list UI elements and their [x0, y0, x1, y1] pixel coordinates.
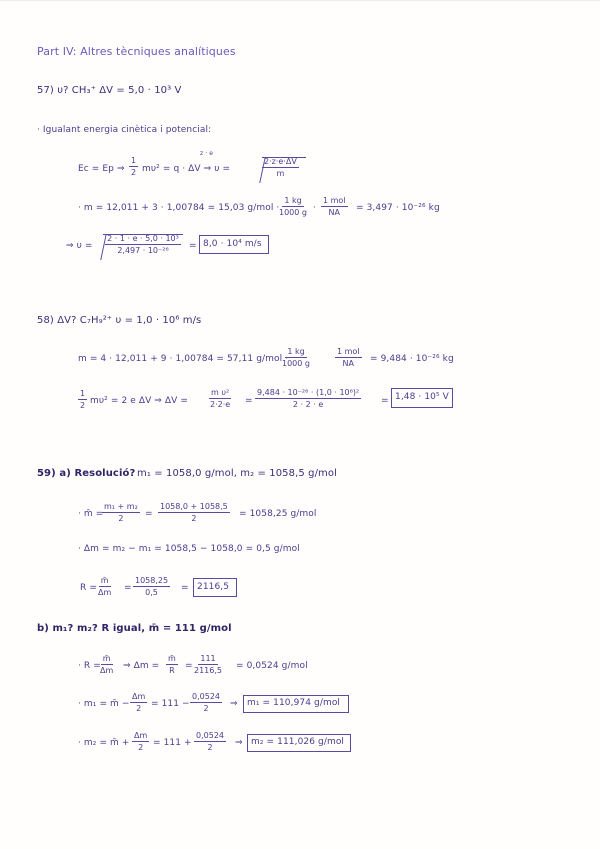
p59b-r-left: · R =: [78, 661, 101, 671]
p59-delta-m-line: · Δm = m₂ − m₁ = 1058,5 − 1058,0 = 0,5 g/mol: [78, 544, 300, 554]
p58-eq-f1-den: 2·2·e: [209, 400, 231, 409]
p57-eq1-mid: mυ² = q · ΔV ⇒ υ =: [142, 164, 231, 174]
p58-eq-half: [78, 389, 87, 410]
p59-r-f1: [98, 576, 111, 597]
p58-eq-half-den: 2: [80, 401, 86, 410]
p58-eq-f1-num: m υ²: [211, 388, 230, 397]
p58-mass-f1-den: 1000 g: [282, 359, 310, 368]
problem-59a-heading: 59) a) Resolució?: [37, 468, 136, 479]
p59-mbar-f1-den: 2: [118, 514, 124, 523]
p59b-m2-eq: = 111 +: [153, 738, 192, 748]
problem-58-heading: 58) ΔV? C₇H₉²⁺ υ = 1,0 · 10⁶ m/s: [37, 315, 202, 326]
p59b-m2-answer: m₂ = 111,026 g/mol: [251, 737, 345, 747]
p59b-mid: ⇒ Δm =: [123, 661, 160, 671]
p58-eq-f2-num: 9,484 · 10⁻²⁶ · (1,0 · 10⁶)²: [257, 388, 360, 397]
p59b-f3-den: 2116,5: [194, 666, 222, 675]
p59b-f3: [194, 654, 222, 675]
p59b-m1-left: · m₁ = m̄ −: [78, 699, 130, 709]
p59b-f2-den: R: [169, 666, 175, 675]
p59b-m1-eq: = 111 −: [151, 699, 190, 709]
p58-eq-f2-den: 2 · 2 · e: [292, 400, 324, 409]
p57-mass-f2-num: 1 mol: [323, 196, 346, 205]
p57-mass-f2: [321, 196, 348, 217]
problem-57-heading: 57) υ? CH₃⁺ ΔV = 5,0 · 10³ V: [37, 85, 182, 96]
p58-mass-f1-num: 1 kg: [287, 347, 305, 356]
p59b-m2-f1-num: Δm: [134, 731, 148, 740]
p57-eq1-half: [129, 156, 138, 177]
p59-r-f1-den: Δm: [98, 588, 112, 597]
p57-v-left: ⇒ υ =: [66, 241, 93, 251]
p57-answer: 8,0 · 10⁴ m/s: [203, 239, 262, 249]
p59b-f3-num: 111: [200, 654, 216, 663]
p59b-f1-den: Δm: [100, 666, 114, 675]
p59b-result: = 0,0524 g/mol: [236, 661, 308, 671]
p57-mass-f2-den: NA: [328, 208, 340, 217]
p59b-m1-f2-den: 2: [203, 704, 209, 713]
p57-v-eq: =: [189, 241, 197, 251]
problem-57-intro: · Igualant energia cinètica i potencial:: [37, 125, 212, 135]
p59b-m2-f2: [194, 731, 226, 752]
p59b-m1-f1-num: Δm: [132, 692, 146, 701]
p59-r-left: R =: [80, 583, 97, 593]
p59-r-f2-den: 0,5: [145, 588, 158, 597]
p59b-m1-f2: [190, 692, 222, 713]
p58-eq-eq2: =: [381, 396, 389, 406]
p59-mbar-f1-num: m₁ + m₂: [104, 502, 138, 511]
p59-r-f1-num: m̄: [100, 576, 109, 585]
p59-mbar-f2-den: 2: [191, 514, 197, 523]
p59b-m2-f2-num: 0,0524: [196, 731, 224, 740]
problem-59a-data: m₁ = 1058,0 g/mol, m₂ = 1058,5 g/mol: [137, 468, 337, 479]
p57-eq1-qe-note: z · e: [200, 150, 214, 157]
p59b-m1-f1-den: 2: [136, 704, 142, 713]
p57-v-fraction: [103, 234, 183, 255]
p59-mbar-eq: =: [145, 509, 153, 519]
p57-eq1-sqrt-fraction: [262, 157, 299, 178]
p58-eq-eq: =: [245, 396, 253, 406]
p57-eq1-sqrt-num: 2·z·e·ΔV: [264, 157, 297, 166]
p57-eq1-half-den: 2: [131, 168, 137, 177]
p58-mass-f2-num: 1 mol: [337, 347, 360, 356]
p57-mass-f1-num: 1 kg: [284, 196, 302, 205]
p57-eq1-left: Ec = Ep ⇒: [78, 164, 125, 174]
p59b-m1-answer: m₁ = 110,974 g/mol: [247, 698, 341, 708]
p58-eq-half-num: 1: [80, 389, 86, 398]
p57-v-den: 2,497 · 10⁻²⁶: [117, 246, 169, 255]
p58-answer: 1,48 · 10⁵ V: [395, 392, 449, 402]
p59-r-f2: [133, 576, 170, 597]
p57-eq1-sqrt-den: m: [276, 169, 285, 178]
p59-r-f2-num: 1058,25: [135, 576, 169, 585]
p59b-f2: [166, 654, 178, 675]
p59b-eq: =: [185, 661, 193, 671]
p59-mbar-f2-num: 1058,0 + 1058,5: [160, 502, 228, 511]
p59b-m2-f1-den: 2: [138, 743, 144, 752]
p59b-f1: [100, 654, 113, 675]
p59b-m2-arrow: ⇒: [235, 738, 243, 748]
page-title: Part IV: Altres tècniques analítiques: [37, 45, 236, 58]
p58-eq-f1: [209, 388, 231, 409]
p58-mass-f2-den: NA: [342, 359, 354, 368]
p59-mbar-f2: [158, 502, 230, 523]
p59b-m2-left: · m₂ = m̄ +: [78, 738, 130, 748]
p57-v-num: 2 · 1 · e · 5,0 · 10³: [107, 234, 179, 243]
p59b-m1-f2-num: 0,0524: [192, 692, 220, 701]
p59b-f2-num: m̄: [168, 654, 176, 663]
p57-mass-line: · m = 12,011 + 3 · 1,00784 = 15,03 g/mol ·: [78, 203, 280, 213]
p58-eq-mid: mυ² = 2 e ΔV ⇒ ΔV =: [90, 396, 189, 406]
p57-mass-f1-den: 1000 g: [279, 208, 307, 217]
p59b-m1-f1: [130, 692, 147, 713]
p59b-m2-f2-den: 2: [207, 743, 213, 752]
p58-mass-f1: [282, 347, 310, 368]
p58-mass-f2: [335, 347, 362, 368]
p58-eq-f2: [255, 388, 361, 409]
p59-r-answer: 2116,5: [197, 582, 230, 592]
p59b-m1-arrow: ⇒: [230, 699, 238, 709]
p59-r-eq2: =: [181, 583, 189, 593]
p57-mass-dot: ·: [313, 203, 316, 213]
p57-eq1-half-num: 1: [131, 156, 137, 165]
p59b-m2-f1: [132, 731, 149, 752]
p58-mass-line: m = 4 · 12,011 + 9 · 1,00784 = 57,11 g/mol ·: [78, 354, 289, 364]
problem-59b-heading: b) m₁? m₂? R igual, m̄ = 111 g/mol: [37, 623, 232, 634]
p59b-f1-num: m̄: [102, 654, 111, 663]
p58-mass-result: = 9,484 · 10⁻²⁶ kg: [370, 354, 454, 364]
p57-mass-result: = 3,497 · 10⁻²⁶ kg: [356, 203, 440, 213]
p59-mbar-result: = 1058,25 g/mol: [239, 509, 317, 519]
p59-mbar-left: · m̄ =: [78, 509, 104, 519]
p59-mbar-f1: [102, 502, 140, 523]
p59-r-eq: =: [124, 583, 132, 593]
p57-mass-f1: [279, 196, 307, 217]
